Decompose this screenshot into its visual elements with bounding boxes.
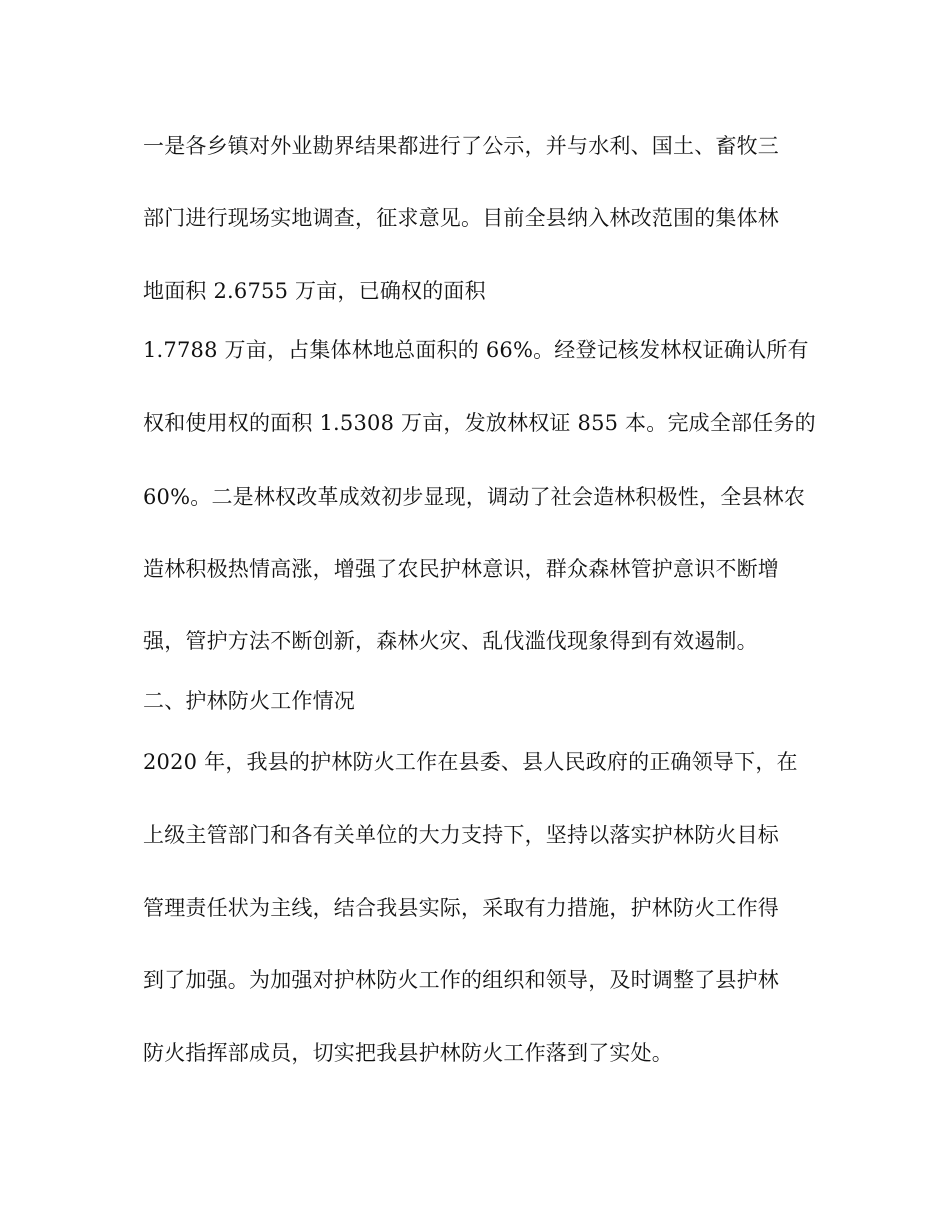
paragraph-line: 1.7788 万亩，占集体林地总面积的 66%。经登记核发林权证确认所有 [143, 338, 809, 362]
paragraph-line: 防火指挥部成员，切实把我县护林防火工作落到了实处。 [143, 1041, 673, 1065]
paragraph-line: 管理责任状为主线，结合我县实际，采取有力措施，护林防火工作得 [143, 896, 779, 920]
paragraph-line: 部门进行现场实地调查，征求意见。目前全县纳入林改范围的集体林 [143, 206, 779, 230]
paragraph-line: 权和使用权的面积 1.5308 万亩，发放林权证 855 本。完成全部任务的 [143, 411, 816, 435]
paragraph-line: 造林积极热情高涨，增强了农民护林意识，群众森林管护意识不断增 [143, 557, 779, 581]
paragraph-line: 上级主管部门和各有关单位的大力支持下，坚持以落实护林防火目标 [143, 823, 779, 847]
paragraph-line: 到了加强。为加强对护林防火工作的组织和领导，及时调整了县护林 [143, 968, 779, 992]
paragraph-line: 一是各乡镇对外业勘界结果都进行了公示，并与水利、国土、畜牧三 [143, 134, 779, 158]
paragraph-line: 地面积 2.6755 万亩，已确权的面积 [143, 279, 486, 303]
paragraph-line: 2020 年，我县的护林防火工作在县委、县人民政府的正确领导下，在 [143, 750, 798, 774]
paragraph-line: 强，管护方法不断创新，森林火灾、乱伐滥伐现象得到有效遏制。 [143, 629, 758, 653]
paragraph-line: 60%。二是林权改革成效初步显现，调动了社会造林积极性，全县林农 [143, 485, 806, 509]
section-heading: 二、护林防火工作情况 [143, 689, 355, 713]
